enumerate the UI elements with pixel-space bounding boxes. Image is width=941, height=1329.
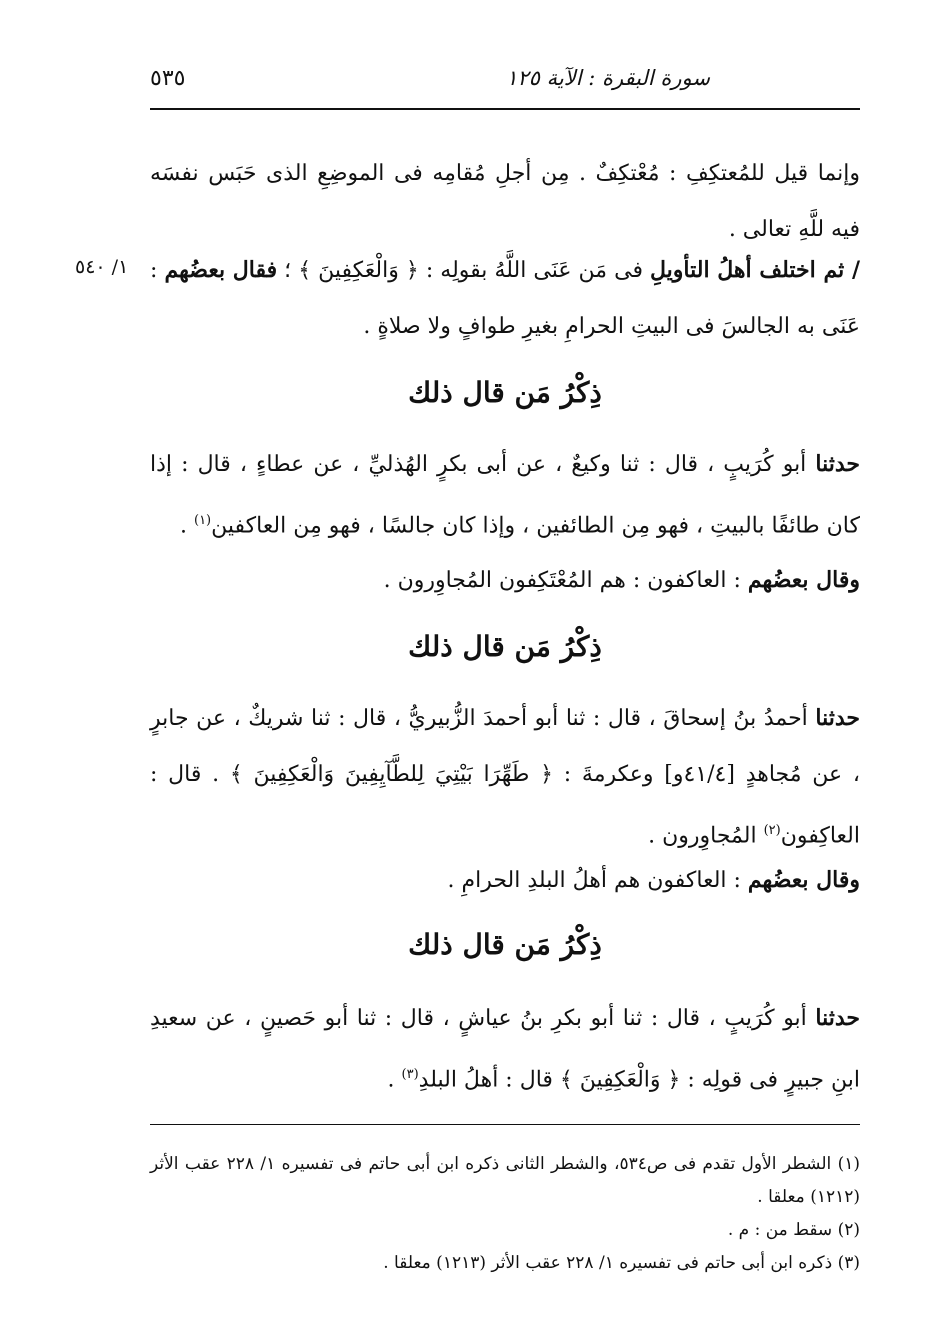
paragraph-7-body: أبو كُرَيبٍ ، قال : ثنا أبو بكرِ بنُ عياشٍ ، قال : ثنا أبو حَصينٍ ، عن سعيدِ ابنِ جبيرٍ فى قولِه : ﴿ وَالْعَكِفِينَ ﴾ قال : أهلُ البلدِ: [150, 1006, 860, 1093]
paragraph-2-lead: / ثم اختلف أهلُ التأويلِ: [650, 257, 860, 283]
paragraph-4-body: : العاكفون : هم المُعْتَكِفون المُجاوِرون .: [383, 568, 748, 593]
paragraph-3-body: أبو كُرَيبٍ ، قال : ثنا وكيعٌ ، عن أبى بكرٍ الهُذليِّ ، عن عطاءٍ ، قال : إذا كان طائفًا بالبيتِ ، فهو مِن الطائفين ، وإذا كان جالسًا ، فهو مِن العاكفين: [150, 452, 860, 539]
footnote-3: (٣) ذكره ابن أبى حاتم فى تفسيره ١/ ٢٢٨ عقب الأثر (١٢١٣) معلقا .: [383, 1253, 860, 1273]
paragraph-2-mid: فى مَن عَنَى اللَّهُ بقولِه : ﴿ وَالْعَكِفِينَ ﴾ ؛: [277, 258, 650, 283]
footnote-marker-1[interactable]: (١): [193, 513, 212, 528]
margin-reference: ١/ ٥٤٠: [75, 256, 129, 278]
paragraph-7-end: .: [387, 1067, 402, 1093]
paragraph-6-body: : العاكفون هم أهلُ البلدِ الحرامِ .: [447, 868, 748, 893]
paragraph-1-text: وإنما قيل للمُعتكِفِ : مُعْتكِفٌ . مِن أجلِ مُقامِه فى الموضِعِ الذى حَبَس نفسَه فيه للَّهِ تعالى .: [150, 161, 860, 242]
paragraph-7: [150, 990, 860, 1108]
paragraph-2: [150, 242, 860, 355]
page-number: ٥٣٥: [150, 66, 186, 91]
footnote-marker-3[interactable]: (٣): [401, 1067, 419, 1082]
paragraph-2-lead2: فقال بعضُهم: [164, 257, 278, 283]
paragraph-5-body: أحمدُ بنُ إسحاقَ ، قال : ثنا أبو أحمدَ الزُّبيريُّ ، قال : ثنا شريكٌ ، عن جابرٍ ، عن مُجاهدٍ [٤١/٤و] وعكرمةَ : ﴿ طَهِّرَا بَيْتِيَ لِلطَّآيِفِينَ وَالْعَكِفِينَ ﴾ . قال : العاكِفون: [150, 706, 860, 849]
footnote-marker-2[interactable]: (٢): [763, 823, 781, 838]
paragraph-4-lead: وقال بعضُهم: [747, 567, 860, 593]
paragraph-3-end: .: [179, 513, 194, 539]
surah-verse-title: سورة البقرة : الآية ١٢٥: [506, 66, 710, 90]
header-rule: [150, 108, 860, 110]
running-header: [150, 60, 860, 112]
paragraph-7-lead: حدثنا: [815, 1005, 860, 1031]
paragraph-3-lead: حدثنا: [815, 451, 860, 477]
footnote-rule: [150, 1124, 860, 1125]
footnotes: [150, 1148, 860, 1280]
paragraph-5-end: المُجاوِرون .: [648, 823, 764, 849]
footnote-2: (٢) سقط من : م .: [727, 1220, 860, 1240]
paragraph-4: [150, 552, 860, 609]
paragraph-3: [150, 436, 860, 554]
paragraph-5: [150, 690, 860, 864]
paragraph-6-lead: وقال بعضُهم: [747, 867, 860, 893]
section-heading-2: ذِكْرُ مَن قال ذلك: [408, 630, 602, 663]
section-heading-1: ذِكْرُ مَن قال ذلك: [408, 376, 602, 409]
footnote-1: (١) الشطر الأول تقدم فى ص٥٣٤، والشطر الثانى ذكره ابن أبى حاتم فى تفسيره ١/ ٢٢٨ عقب الأثر (١٢١٢) معلقا .: [150, 1154, 860, 1207]
paragraph-2-end: : عَنَى به الجالسَ فى البيتِ الحرامِ بغيرِ طوافٍ ولا صلاةٍ .: [150, 258, 860, 339]
section-heading-3: ذِكْرُ مَن قال ذلك: [408, 928, 602, 961]
paragraph-5-lead: حدثنا: [815, 705, 860, 731]
paragraph-6: [150, 852, 860, 909]
